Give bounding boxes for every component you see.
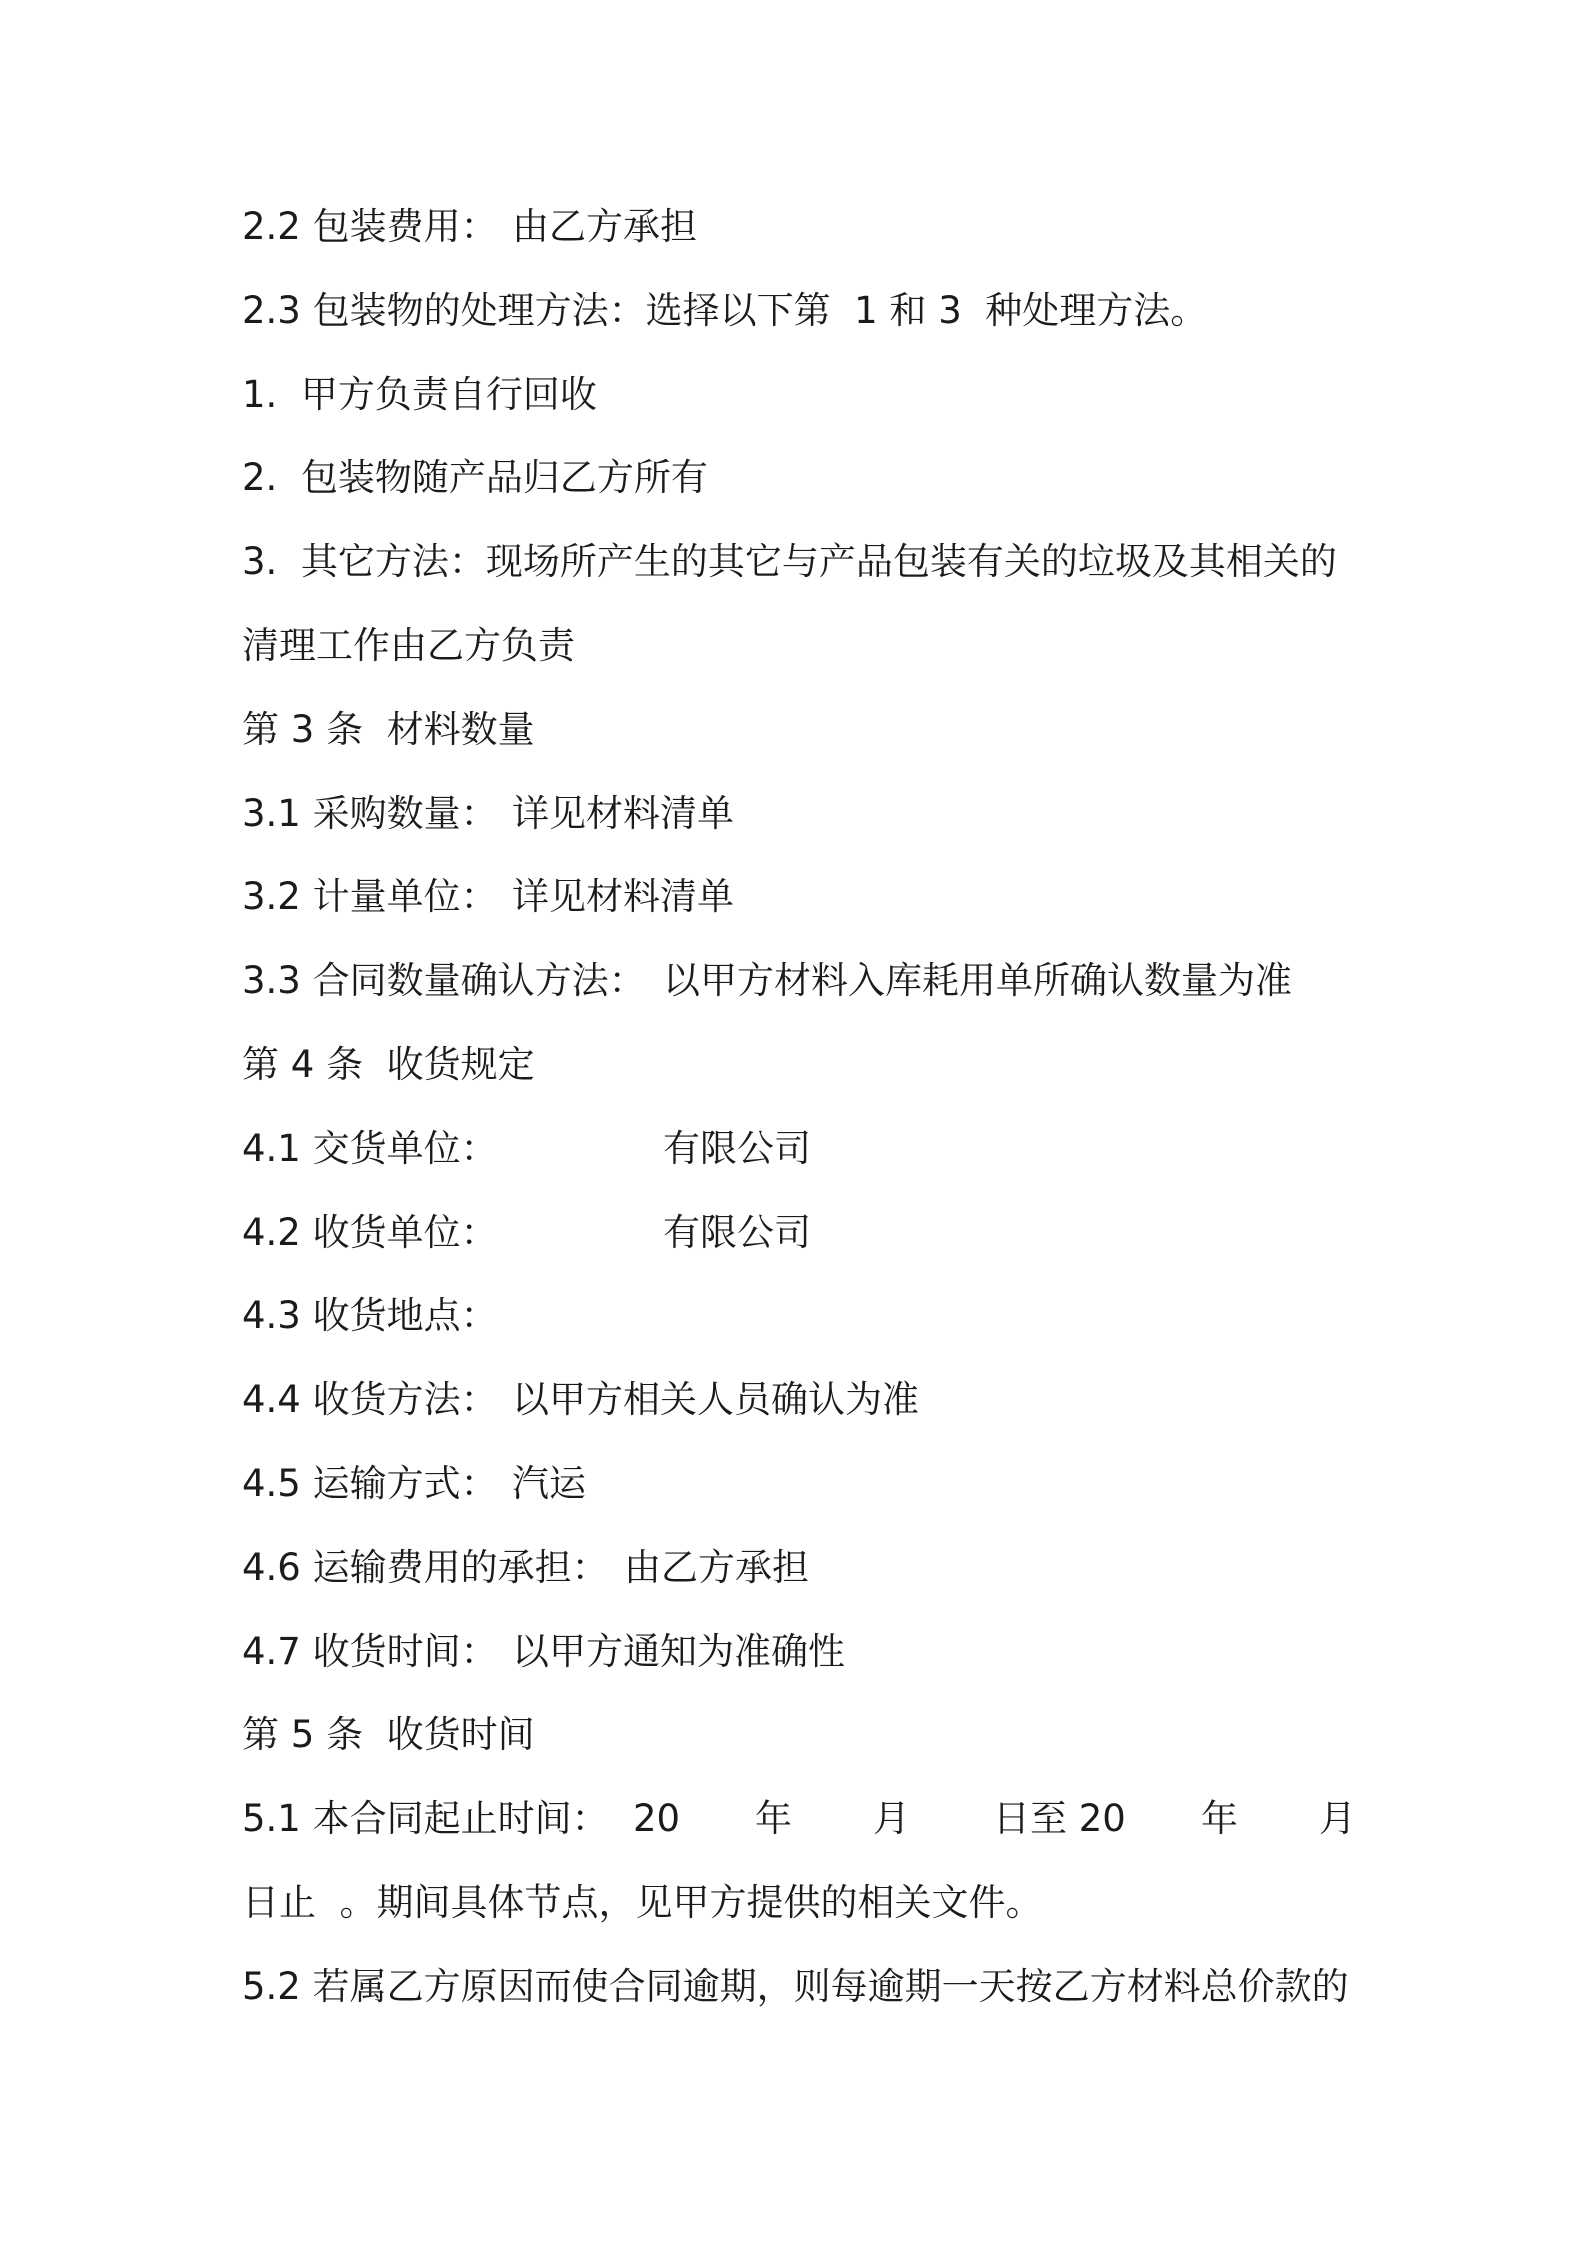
receiving-place-label: 4.3 收货地点： [242, 1294, 498, 1338]
delivery-unit-value: 有限公司 [663, 1126, 811, 1170]
disposal-option-1 [242, 353, 1442, 437]
article-4-heading-text: 第 4 条 收货规定 [242, 1042, 535, 1086]
disposal-option-3-continued [242, 604, 1442, 688]
transport-mode-value: 汽运 [512, 1461, 586, 1505]
purchase-qty-label: 3.1 采购数量： [242, 791, 498, 835]
confirm-method-line [242, 939, 1442, 1023]
packaging-disposal-line [242, 269, 1442, 353]
receiving-unit-value: 有限公司 [663, 1210, 811, 1254]
unit-line [242, 855, 1442, 939]
disposal-option-3-continued-text: 清理工作由乙方负责 [242, 623, 575, 667]
packaging-fee-value: 由乙方承担 [512, 205, 697, 248]
receiving-time-value: 以甲方通知为准确性 [512, 1629, 845, 1673]
delay-clause-text: 5.2 若属乙方原因而使合同逾期，则每逾期一天按乙方材料总价款的 [242, 1964, 1349, 2008]
confirm-method-value: 以甲方材料入库耗用单所确认数量为准 [663, 959, 1292, 1003]
start-year-prefix: 20 [633, 1797, 681, 1841]
end-month-unit: 月 [1319, 1797, 1356, 1841]
disposal-option-3-text: 3. 其它方法：现场所产生的其它与产品包装有关的垃圾及其相关的 [242, 540, 1337, 584]
purchase-qty-value: 详见材料清单 [512, 791, 734, 835]
disposal-option-2-text: 2. 包装物随产品归乙方所有 [242, 456, 708, 500]
start-year-unit: 年 [755, 1797, 792, 1841]
confirm-method-label: 3.3 合同数量确认方法： [242, 959, 646, 1003]
unit-value: 详见材料清单 [512, 875, 734, 919]
receiving-time-line [242, 1610, 1442, 1694]
receiving-method-label: 4.4 收货方法： [242, 1378, 498, 1422]
transport-cost-label: 4.6 运输费用的承担： [242, 1545, 609, 1589]
delivery-unit-line [242, 1107, 1442, 1191]
receiving-method-line [242, 1358, 1442, 1442]
contract-term-line [242, 1777, 1442, 1861]
disposal-option-3 [242, 520, 1442, 604]
receiving-unit-label: 4.2 收货单位： [242, 1210, 498, 1254]
article-5-heading-text: 第 5 条 收货时间 [242, 1713, 535, 1757]
receiving-unit-line [242, 1191, 1442, 1275]
contract-term-continued [242, 1861, 1442, 1945]
packaging-fee-line [242, 185, 1442, 269]
transport-cost-value: 由乙方承担 [624, 1545, 809, 1589]
receiving-method-value: 以甲方相关人员确认为准 [512, 1378, 919, 1422]
transport-mode-line [242, 1442, 1442, 1526]
start-month-unit: 月 [873, 1797, 910, 1841]
article-3-heading-text: 第 3 条 材料数量 [242, 707, 535, 751]
disposal-option-1-text: 1. 甲方负责自行回收 [242, 372, 597, 416]
unit-label: 3.2 计量单位： [242, 875, 498, 919]
contract-term-label: 5.1 本合同起止时间： [242, 1797, 609, 1841]
receiving-time-label: 4.7 收货时间： [242, 1629, 498, 1673]
delivery-unit-label: 4.1 交货单位： [242, 1126, 498, 1170]
article-3-heading [242, 688, 1442, 772]
transport-mode-label: 4.5 运输方式： [242, 1461, 498, 1505]
disposal-option-2 [242, 436, 1442, 520]
purchase-qty-line [242, 772, 1442, 856]
start-day-to-end-year: 日至 20 [993, 1797, 1126, 1841]
packaging-disposal-text: 2.3 包装物的处理方法：选择以下第 1 和 3 种处理方法。 [242, 288, 1208, 332]
article-5-heading [242, 1693, 1442, 1777]
delay-clause-line [242, 1945, 1442, 2029]
packaging-fee-label: 2.2 包装费用： [242, 205, 498, 248]
document-body [242, 185, 1442, 2029]
contract-term-continued-text: 日止 。期间具体节点，见甲方提供的相关文件。 [242, 1880, 1043, 1924]
transport-cost-line [242, 1526, 1442, 1610]
end-year-unit: 年 [1201, 1797, 1238, 1841]
article-4-heading [242, 1023, 1442, 1107]
receiving-place-line [242, 1274, 1442, 1358]
